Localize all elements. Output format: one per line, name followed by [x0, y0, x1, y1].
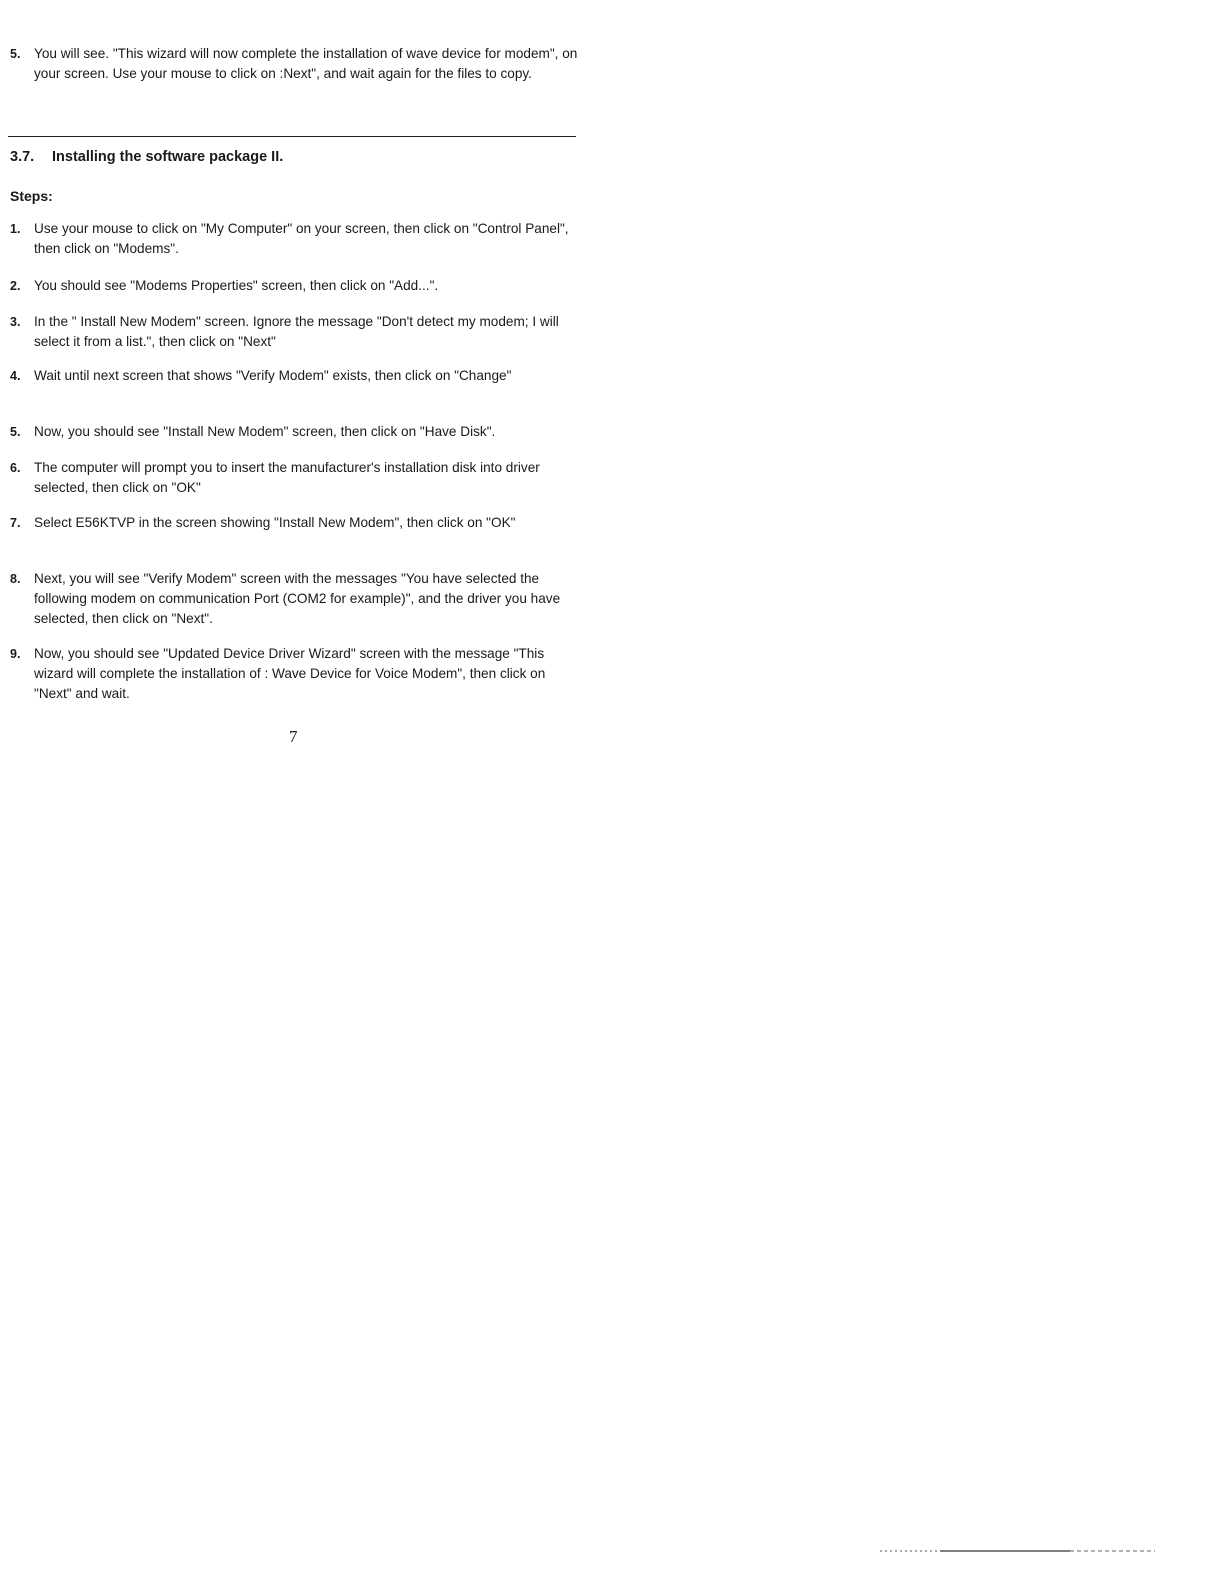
step-text: Select E56KTVP in the screen showing "Install New Modem", then click on "OK" — [34, 515, 516, 530]
step-item — [10, 644, 580, 704]
step-text: In the " Install New Modem" screen. Ignore the message "Don't detect my modem; I will select it from a list.", then click on "Next" — [34, 314, 559, 349]
step-text: Wait until next screen that shows "Verify Modem" exists, then click on "Change" — [34, 368, 512, 383]
step-item — [10, 569, 580, 629]
step-number: 8. — [10, 572, 21, 586]
step-number: 4. — [10, 369, 21, 383]
step-item — [10, 513, 580, 533]
scan-artifact — [880, 1547, 1155, 1553]
step-number: 9. — [10, 647, 21, 661]
step-text: You should see "Modems Properties" screen, then click on "Add...". — [34, 278, 439, 293]
step-text: The computer will prompt you to insert the manufacturer's installation disk into driver selected, then click on "OK" — [34, 460, 540, 495]
step-number: 2. — [10, 279, 21, 293]
step-item — [10, 366, 580, 386]
step-number: 7. — [10, 516, 21, 530]
intro-step — [10, 44, 580, 84]
step-number: 1. — [10, 222, 21, 236]
step-item — [10, 219, 580, 259]
step-item — [10, 422, 580, 442]
step-number: 6. — [10, 461, 21, 475]
step-text: Now, you should see "Updated Device Driver Wizard" screen with the message "This wizard will complete the installation of : Wave Device for Voice Modem", then click on "Next" and wait. — [34, 646, 546, 701]
step-item — [10, 312, 580, 352]
step-text: Now, you should see "Install New Modem" screen, then click on "Have Disk". — [34, 424, 496, 439]
section-title: Installing the software package II. — [52, 149, 284, 165]
step-text: Next, you will see "Verify Modem" screen with the messages "You have selected the following modem on communication Port (COM2 for example)", and the driver you have selected, then click on "Next". — [34, 571, 561, 626]
intro-step-number: 5. — [10, 47, 21, 61]
step-item — [10, 276, 580, 296]
step-text: Use your mouse to click on "My Computer" on your screen, then click on "Control Panel", then click on "Modems". — [34, 221, 569, 256]
page-number: 7 — [289, 727, 298, 746]
section-divider — [8, 136, 576, 137]
section-heading — [10, 147, 283, 167]
section-number: 3.7. — [10, 149, 35, 165]
step-item — [10, 458, 580, 498]
steps-label: Steps: — [10, 188, 53, 204]
step-number: 5. — [10, 425, 21, 439]
step-number: 3. — [10, 315, 21, 329]
intro-step-text: You will see. "This wizard will now complete the installation of wave device for modem", on your screen. Use your mouse to click on :Next", and wait again for the files to copy. — [34, 46, 578, 81]
